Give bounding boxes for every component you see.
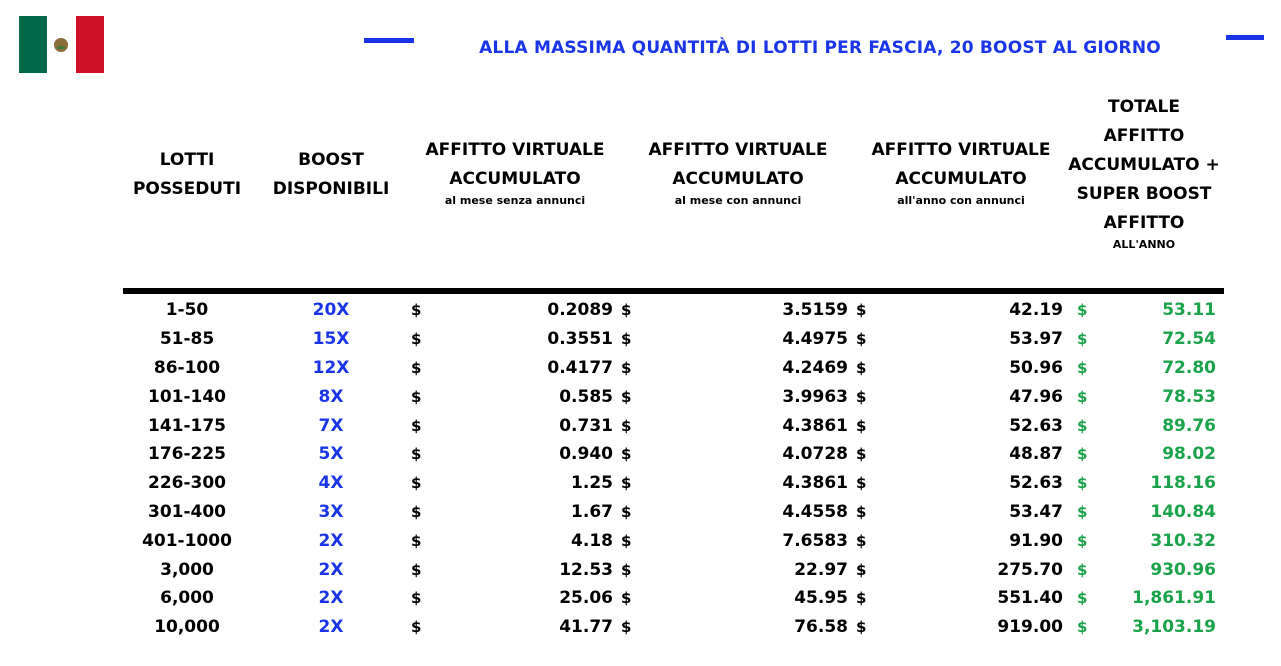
amount-value: 53.11	[1162, 300, 1216, 321]
amount-value: 52.63	[1009, 473, 1063, 494]
lotti-cell: 1-50	[165, 300, 209, 321]
affitto-mese-senza-cell	[411, 440, 621, 469]
amount-value: 4.0728	[782, 444, 848, 465]
amount-value: 50.96	[1009, 357, 1063, 378]
amount-value: 1.67	[571, 501, 613, 522]
affitto-anno-con-cell	[856, 613, 1071, 642]
currency-symbol: $	[1077, 531, 1088, 550]
currency-symbol: $	[1077, 330, 1088, 349]
affitto-mese-con-cell	[621, 498, 856, 527]
currency-symbol: $	[621, 445, 632, 464]
currency-symbol: $	[621, 474, 632, 493]
boost-cell: 2X	[318, 617, 344, 638]
table-row	[123, 325, 1224, 354]
header-boost-label: BOOST DISPONIBILI	[272, 150, 390, 199]
boost-cell: 2X	[318, 559, 344, 580]
lotti-cell: 51-85	[159, 329, 215, 350]
amount-value: 22.97	[794, 559, 848, 580]
currency-symbol: $	[856, 618, 867, 637]
currency-symbol: $	[856, 474, 867, 493]
lotti-cell: 101-140	[147, 386, 227, 407]
currency-symbol: $	[856, 358, 867, 377]
table-row	[123, 469, 1224, 498]
amount-value: 919.00	[997, 617, 1063, 638]
currency-symbol: $	[1077, 301, 1088, 320]
totale-cell	[1071, 613, 1224, 642]
amount-value: 76.58	[794, 617, 848, 638]
amount-value: 4.18	[571, 530, 613, 551]
totale-cell	[1071, 325, 1224, 354]
amount-value: 53.97	[1009, 329, 1063, 350]
amount-value: 78.53	[1162, 386, 1216, 407]
affitto-mese-con-cell	[621, 296, 856, 325]
amount-value: 52.63	[1009, 415, 1063, 436]
affitto-mese-con-cell	[621, 411, 856, 440]
affitto-mese-senza-cell	[411, 526, 621, 555]
amount-value: 0.731	[559, 415, 613, 436]
affitto-anno-con-cell	[856, 354, 1071, 383]
table-row	[123, 498, 1224, 527]
header-boost	[266, 146, 396, 204]
affitto-anno-con-cell	[856, 469, 1071, 498]
affitto-anno-con-cell	[856, 325, 1071, 354]
currency-symbol: $	[1077, 618, 1088, 637]
boost-cell: 2X	[318, 530, 344, 551]
affitto-mese-con-cell	[621, 555, 856, 584]
amount-value: 72.80	[1162, 357, 1216, 378]
header-affitto-mese-senza	[420, 136, 610, 208]
currency-symbol: $	[411, 445, 422, 464]
affitto-mese-con-cell	[621, 469, 856, 498]
currency-symbol: $	[1077, 589, 1088, 608]
boost-cell: 8X	[318, 386, 344, 407]
amount-value: 4.3861	[782, 473, 848, 494]
currency-symbol: $	[411, 387, 422, 406]
lotti-cell: 86-100	[153, 357, 221, 378]
amount-value: 930.96	[1150, 559, 1216, 580]
affitto-mese-con-cell	[621, 382, 856, 411]
affitto-mese-senza-cell	[411, 498, 621, 527]
table-row	[123, 411, 1224, 440]
table-row	[123, 613, 1224, 642]
amount-value: 4.4975	[782, 329, 848, 350]
currency-symbol: $	[621, 387, 632, 406]
currency-symbol: $	[1077, 416, 1088, 435]
lotti-cell: 141-175	[147, 415, 227, 436]
currency-symbol: $	[411, 474, 422, 493]
page-title: ALLA MASSIMA QUANTITÀ DI LOTTI PER FASCIA, 20 BOOST AL GIORNO	[479, 38, 1161, 58]
currency-symbol: $	[1077, 474, 1088, 493]
amount-value: 91.90	[1009, 530, 1063, 551]
currency-symbol: $	[856, 502, 867, 521]
currency-symbol: $	[411, 301, 422, 320]
amount-value: 551.40	[997, 588, 1063, 609]
lotti-cell: 6,000	[160, 588, 214, 609]
amount-value: 72.54	[1162, 329, 1216, 350]
currency-symbol: $	[1077, 358, 1088, 377]
affitto-mese-senza-cell	[411, 382, 621, 411]
affitto-anno-con-cell	[856, 411, 1071, 440]
table-row	[123, 382, 1224, 411]
amount-value: 0.4177	[547, 357, 613, 378]
currency-symbol: $	[621, 301, 632, 320]
lotti-cell: 3,000	[160, 559, 214, 580]
currency-symbol: $	[411, 330, 422, 349]
amount-value: 25.06	[559, 588, 613, 609]
currency-symbol: $	[856, 416, 867, 435]
amount-value: 12.53	[559, 559, 613, 580]
amount-value: 41.77	[559, 617, 613, 638]
currency-symbol: $	[1077, 445, 1088, 464]
boost-cell: 7X	[318, 415, 344, 436]
amount-value: 310.32	[1150, 530, 1216, 551]
affitto-mese-con-cell	[621, 526, 856, 555]
lotti-cell: 301-400	[147, 501, 227, 522]
affitto-mese-senza-cell	[411, 354, 621, 383]
currency-symbol: $	[621, 618, 632, 637]
totale-cell	[1071, 440, 1224, 469]
decorative-bar-left	[364, 38, 414, 43]
affitto-anno-con-cell	[856, 382, 1071, 411]
lotti-cell: 226-300	[147, 473, 227, 494]
table-row	[123, 296, 1224, 325]
currency-symbol: $	[411, 502, 422, 521]
currency-symbol: $	[856, 330, 867, 349]
currency-symbol: $	[856, 445, 867, 464]
affitto-anno-con-cell	[856, 296, 1071, 325]
affitto-mese-con-cell	[621, 584, 856, 613]
amount-value: 1,861.91	[1132, 588, 1216, 609]
affitto-mese-senza-cell	[411, 469, 621, 498]
header-affitto-anno-con	[866, 136, 1056, 208]
lotti-cell: 10,000	[154, 617, 220, 638]
table-row	[123, 526, 1224, 555]
header-affitto-mese-con	[643, 136, 833, 208]
affitto-mese-con-cell	[621, 354, 856, 383]
affitto-mese-con-cell	[621, 325, 856, 354]
boost-cell: 3X	[318, 501, 344, 522]
currency-symbol: $	[1077, 502, 1088, 521]
table-row	[123, 555, 1224, 584]
amount-value: 48.87	[1009, 444, 1063, 465]
amount-value: 275.70	[997, 559, 1063, 580]
totale-cell	[1071, 498, 1224, 527]
amount-value: 4.2469	[782, 357, 848, 378]
header-affitto-mese-con-label: AFFITTO VIRTUALE ACCUMULATO	[648, 140, 828, 189]
affitto-mese-con-cell	[621, 613, 856, 642]
affitto-mese-senza-cell	[411, 325, 621, 354]
affitto-mese-senza-cell	[411, 584, 621, 613]
totale-cell	[1071, 584, 1224, 613]
currency-symbol: $	[411, 358, 422, 377]
header-lotti	[128, 146, 246, 204]
amount-value: 0.3551	[547, 329, 613, 350]
decorative-bar-right	[1226, 35, 1264, 40]
table-row	[123, 440, 1224, 469]
boost-cell: 15X	[312, 329, 350, 350]
totale-cell	[1071, 296, 1224, 325]
boost-cell: 20X	[312, 300, 350, 321]
totale-cell	[1071, 411, 1224, 440]
affitto-anno-con-cell	[856, 526, 1071, 555]
header-lotti-label: LOTTI POSSEDUTI	[132, 150, 242, 199]
lotti-cell: 176-225	[147, 444, 227, 465]
amount-value: 4.3861	[782, 415, 848, 436]
affitto-mese-con-cell	[621, 440, 856, 469]
currency-symbol: $	[411, 531, 422, 550]
affitto-mese-senza-cell	[411, 296, 621, 325]
amount-value: 4.4558	[782, 501, 848, 522]
amount-value: 118.16	[1150, 473, 1216, 494]
currency-symbol: $	[856, 387, 867, 406]
currency-symbol: $	[621, 560, 632, 579]
table-row	[123, 354, 1224, 383]
totale-cell	[1071, 555, 1224, 584]
amount-value: 0.585	[559, 386, 613, 407]
currency-symbol: $	[856, 560, 867, 579]
header-totale-label: TOTALE AFFITTO ACCUMULATO + SUPER BOOST AFFITTO	[1068, 97, 1220, 233]
eagle-emblem-icon	[54, 38, 68, 52]
rent-table	[123, 296, 1224, 642]
header-divider	[123, 288, 1224, 294]
amount-value: 45.95	[794, 588, 848, 609]
affitto-anno-con-cell	[856, 584, 1071, 613]
currency-symbol: $	[856, 301, 867, 320]
mexico-flag-icon	[19, 16, 104, 73]
currency-symbol: $	[1077, 560, 1088, 579]
boost-cell: 12X	[312, 357, 350, 378]
amount-value: 3,103.19	[1132, 617, 1216, 638]
boost-cell: 4X	[318, 473, 344, 494]
affitto-anno-con-cell	[856, 555, 1071, 584]
header-totale-sub: ALL'ANNO	[1112, 238, 1176, 251]
affitto-mese-senza-cell	[411, 613, 621, 642]
currency-symbol: $	[856, 589, 867, 608]
amount-value: 47.96	[1009, 386, 1063, 407]
header-affitto-anno-con-label: AFFITTO VIRTUALE ACCUMULATO	[871, 140, 1051, 189]
totale-cell	[1071, 526, 1224, 555]
currency-symbol: $	[1077, 387, 1088, 406]
currency-symbol: $	[621, 358, 632, 377]
amount-value: 3.5159	[782, 300, 848, 321]
header-affitto-mese-senza-sub: al mese senza annunci	[444, 194, 586, 207]
totale-cell	[1071, 354, 1224, 383]
currency-symbol: $	[621, 330, 632, 349]
amount-value: 0.2089	[547, 300, 613, 321]
header-affitto-mese-senza-label: AFFITTO VIRTUALE ACCUMULATO	[425, 140, 605, 189]
totale-cell	[1071, 382, 1224, 411]
currency-symbol: $	[621, 502, 632, 521]
currency-symbol: $	[621, 416, 632, 435]
header-affitto-mese-con-sub: al mese con annunci	[674, 194, 802, 207]
boost-cell: 5X	[318, 444, 344, 465]
lotti-cell: 401-1000	[142, 530, 232, 551]
currency-symbol: $	[621, 589, 632, 608]
amount-value: 98.02	[1162, 444, 1216, 465]
amount-value: 0.940	[559, 444, 613, 465]
currency-symbol: $	[411, 589, 422, 608]
affitto-mese-senza-cell	[411, 411, 621, 440]
amount-value: 53.47	[1009, 501, 1063, 522]
affitto-mese-senza-cell	[411, 555, 621, 584]
currency-symbol: $	[621, 531, 632, 550]
amount-value: 7.6583	[782, 530, 848, 551]
boost-cell: 2X	[318, 588, 344, 609]
amount-value: 140.84	[1150, 501, 1216, 522]
currency-symbol: $	[411, 416, 422, 435]
currency-symbol: $	[411, 618, 422, 637]
amount-value: 42.19	[1009, 300, 1063, 321]
currency-symbol: $	[856, 531, 867, 550]
amount-value: 3.9963	[782, 386, 848, 407]
header-affitto-anno-con-sub: all'anno con annunci	[897, 194, 1025, 207]
table-row	[123, 584, 1224, 613]
affitto-anno-con-cell	[856, 498, 1071, 527]
amount-value: 1.25	[571, 473, 613, 494]
header-totale	[1068, 93, 1220, 252]
affitto-anno-con-cell	[856, 440, 1071, 469]
amount-value: 89.76	[1162, 415, 1216, 436]
currency-symbol: $	[411, 560, 422, 579]
totale-cell	[1071, 469, 1224, 498]
